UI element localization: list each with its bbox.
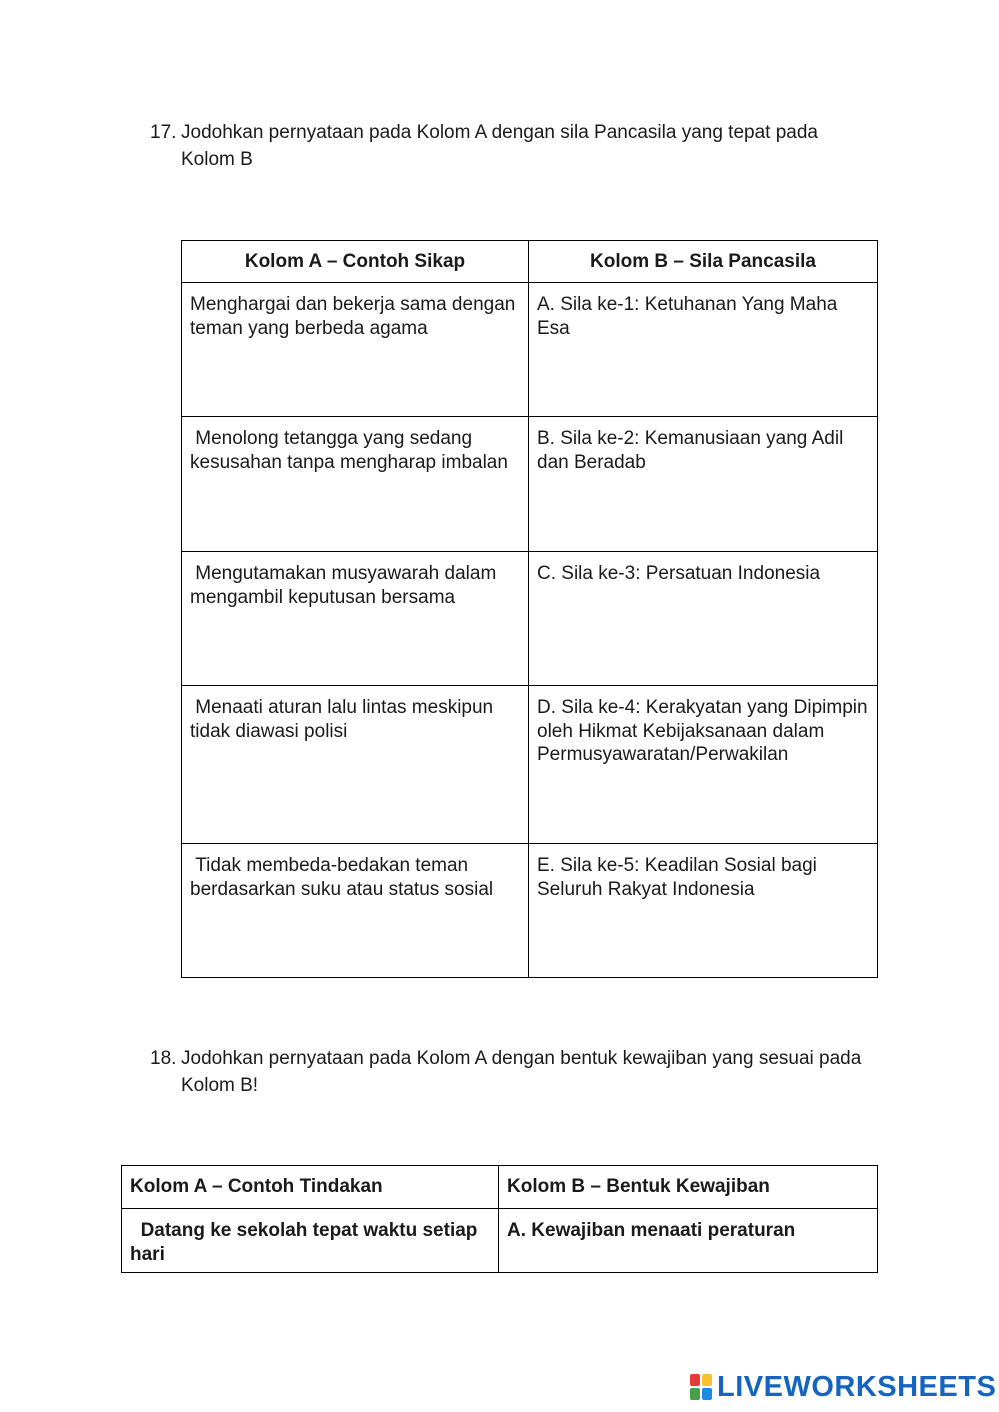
column-b-cell: B. Sila ke-2: Kemanusiaan yang Adil dan Beradab: [529, 417, 878, 552]
table-row: [182, 417, 878, 552]
column-b-header: Kolom B – Bentuk Kewajiban: [499, 1166, 878, 1209]
column-a-cell: Menolong tetangga yang sedang kesusahan tanpa mengharap imbalan: [182, 417, 529, 552]
table-row: [182, 552, 878, 686]
question-17: [150, 119, 870, 173]
column-a-cell: Mengutamakan musyawarah dalam mengambil keputusan bersama: [182, 552, 529, 686]
table-row: [182, 686, 878, 844]
column-b-header: Kolom B – Sila Pancasila: [529, 241, 878, 283]
column-b-cell: A. Sila ke-1: Ketuhanan Yang Maha Esa: [529, 283, 878, 417]
column-a-cell: Menaati aturan lalu lintas meskipun tidak diawasi polisi: [182, 686, 529, 844]
column-a-cell: Menghargai dan bekerja sama dengan teman yang berbeda agama: [182, 283, 529, 417]
question-17-number: 17.: [150, 122, 177, 143]
column-b-cell: A. Kewajiban menaati peraturan: [499, 1209, 878, 1273]
column-a-header: Kolom A – Contoh Tindakan: [122, 1166, 499, 1209]
question-18-number: 18.: [150, 1048, 177, 1069]
table-row: [182, 844, 878, 978]
table-header-row: [122, 1166, 878, 1209]
column-a-cell: Datang ke sekolah tepat waktu setiap hari: [122, 1209, 499, 1273]
matching-table-17: [181, 240, 878, 978]
liveworksheets-logo-icon: [690, 1374, 714, 1401]
matching-table-18: [121, 1165, 878, 1273]
column-a-header: Kolom A – Contoh Sikap: [182, 241, 529, 283]
table-header-row: [182, 241, 878, 283]
column-b-cell: E. Sila ke-5: Keadilan Sosial bagi Seluruh Rakyat Indonesia: [529, 844, 878, 978]
logo-text: LIVEWORKSHEETS: [717, 1371, 997, 1403]
table-row: [122, 1209, 878, 1273]
question-17-text: Jodohkan pernyataan pada Kolom A dengan sila Pancasila yang tepat pada Kolom B: [181, 122, 818, 170]
column-b-cell: C. Sila ke-3: Persatuan Indonesia: [529, 552, 878, 686]
column-b-cell: D. Sila ke-4: Kerakyatan yang Dipimpin oleh Hikmat Kebijaksanaan dalam Permusyawaratan/Perwakilan: [529, 686, 878, 844]
column-a-cell: Tidak membeda-bedakan teman berdasarkan suku atau status sosial: [182, 844, 529, 978]
question-18: [150, 1045, 870, 1099]
question-18-text: Jodohkan pernyataan pada Kolom A dengan bentuk kewajiban yang sesuai pada Kolom B!: [181, 1048, 862, 1096]
liveworksheets-logo: [690, 1372, 996, 1402]
table-row: [182, 283, 878, 417]
